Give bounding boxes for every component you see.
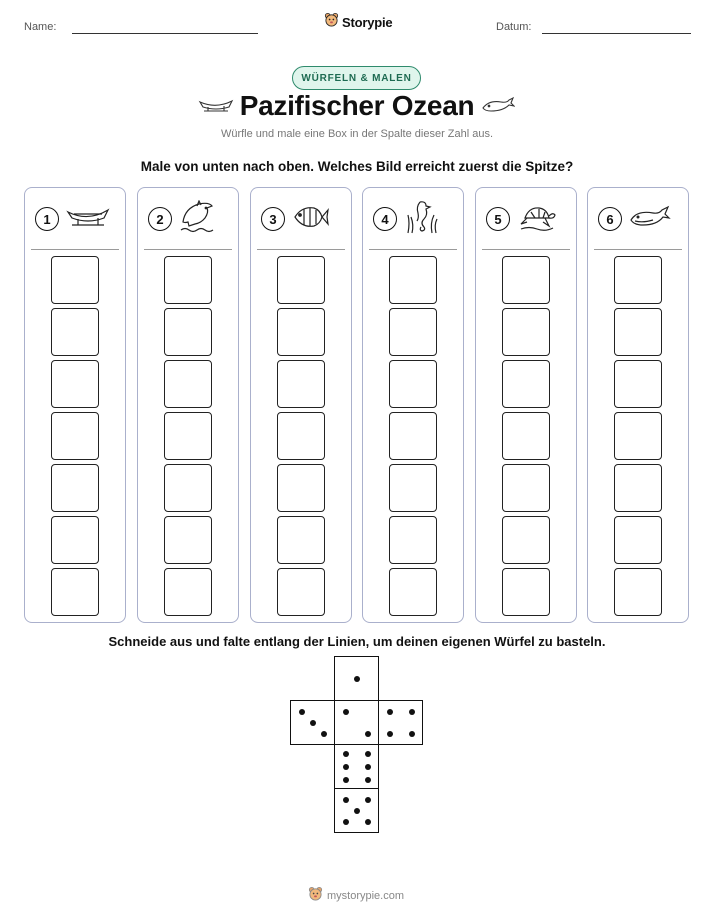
- die-pip: [343, 819, 349, 825]
- color-box[interactable]: [164, 308, 212, 356]
- color-box[interactable]: [277, 360, 325, 408]
- color-box[interactable]: [164, 464, 212, 512]
- die-pip: [365, 764, 371, 770]
- column-divider: [594, 249, 682, 250]
- date-label: Datum:: [496, 21, 532, 33]
- color-box[interactable]: [164, 256, 212, 304]
- die-pip: [365, 819, 371, 825]
- page-title: Pazifischer Ozean: [239, 90, 475, 121]
- die-pip: [343, 797, 349, 803]
- color-box[interactable]: [389, 256, 437, 304]
- color-box[interactable]: [614, 464, 662, 512]
- color-box[interactable]: [164, 568, 212, 616]
- footer-url: mystorypie.com: [327, 890, 405, 902]
- column-header: [373, 202, 453, 236]
- color-box[interactable]: [277, 516, 325, 564]
- die-face: [290, 700, 335, 745]
- column-header: [148, 202, 228, 236]
- color-box[interactable]: [502, 256, 550, 304]
- color-box[interactable]: [614, 308, 662, 356]
- die-pip: [299, 709, 305, 715]
- color-box[interactable]: [614, 516, 662, 564]
- storypie-mascot-icon: [324, 12, 339, 32]
- column-divider: [31, 249, 119, 250]
- die-pip: [310, 720, 316, 726]
- column-3: [250, 187, 352, 623]
- color-box[interactable]: [389, 360, 437, 408]
- die-pip: [343, 751, 349, 757]
- column-header: [35, 202, 115, 236]
- color-box[interactable]: [389, 516, 437, 564]
- color-box[interactable]: [502, 464, 550, 512]
- die-pip: [365, 731, 371, 737]
- instruction: Male von unten nach oben. Welches Bild erreicht zuerst die Spitze?: [140, 159, 574, 174]
- subtitle: Würfle und male eine Box in der Spalte dieser Zahl aus.: [220, 128, 494, 140]
- color-box[interactable]: [51, 256, 99, 304]
- die-pip: [354, 808, 360, 814]
- column-number: 6: [598, 207, 622, 231]
- date-line[interactable]: [542, 33, 691, 34]
- color-box[interactable]: [389, 464, 437, 512]
- die-pip: [321, 731, 327, 737]
- color-box[interactable]: [277, 256, 325, 304]
- color-box[interactable]: [502, 412, 550, 460]
- die-pip: [387, 709, 393, 715]
- column-number: 2: [148, 207, 172, 231]
- die-pip: [409, 731, 415, 737]
- column-header: [598, 202, 678, 236]
- die-pip: [365, 751, 371, 757]
- column-6: [587, 187, 689, 623]
- column-number: 5: [486, 207, 510, 231]
- column-header: [261, 202, 341, 236]
- die-face: [334, 700, 379, 745]
- die-pip: [343, 709, 349, 715]
- column-divider: [482, 249, 570, 250]
- color-box[interactable]: [51, 464, 99, 512]
- color-box[interactable]: [277, 568, 325, 616]
- whale-title-icon: [481, 96, 515, 119]
- color-box[interactable]: [389, 308, 437, 356]
- color-box[interactable]: [502, 360, 550, 408]
- column-divider: [369, 249, 457, 250]
- turtle-icon: [517, 202, 557, 237]
- color-box[interactable]: [51, 360, 99, 408]
- color-box[interactable]: [51, 412, 99, 460]
- column-4: [362, 187, 464, 623]
- fish-icon: [292, 203, 330, 236]
- color-box[interactable]: [389, 568, 437, 616]
- activity-badge: WÜRFELN & MALEN: [292, 66, 421, 90]
- cut-instruction: Schneide aus und falte entlang der Linien, um deinen eigenen Würfel zu basteln.: [108, 634, 606, 649]
- color-box[interactable]: [389, 412, 437, 460]
- column-number: 4: [373, 207, 397, 231]
- column-header: [486, 202, 566, 236]
- color-box[interactable]: [51, 308, 99, 356]
- color-box[interactable]: [51, 516, 99, 564]
- color-box[interactable]: [614, 568, 662, 616]
- color-box[interactable]: [164, 360, 212, 408]
- canoe-icon: [66, 204, 110, 235]
- color-box[interactable]: [277, 308, 325, 356]
- color-box[interactable]: [164, 516, 212, 564]
- column-number: 3: [261, 207, 285, 231]
- color-box[interactable]: [614, 360, 662, 408]
- die-pip: [343, 764, 349, 770]
- dolphin-icon: [179, 200, 215, 239]
- color-box[interactable]: [277, 412, 325, 460]
- die-pip: [365, 797, 371, 803]
- color-box[interactable]: [502, 308, 550, 356]
- die-pip: [343, 777, 349, 783]
- color-box[interactable]: [51, 568, 99, 616]
- footer: [308, 886, 404, 906]
- color-box[interactable]: [502, 516, 550, 564]
- color-box[interactable]: [164, 412, 212, 460]
- column-1: [24, 187, 126, 623]
- column-number: 1: [35, 207, 59, 231]
- column-2: [137, 187, 239, 623]
- column-5: [475, 187, 577, 623]
- die-pip: [354, 676, 360, 682]
- die-face: [334, 744, 379, 789]
- die-face: [334, 788, 379, 833]
- whale-icon: [629, 204, 671, 235]
- storypie-mascot-icon: [308, 886, 323, 906]
- die-pip: [387, 731, 393, 737]
- color-box[interactable]: [277, 464, 325, 512]
- die-pip: [365, 777, 371, 783]
- die-pip: [409, 709, 415, 715]
- column-divider: [144, 249, 232, 250]
- brand-name: Storypie: [342, 14, 393, 30]
- seahorse-icon: [404, 199, 440, 240]
- color-box[interactable]: [614, 256, 662, 304]
- color-box[interactable]: [502, 568, 550, 616]
- brand-logo: [324, 12, 392, 32]
- name-label: Name:: [24, 21, 57, 33]
- die-face: [334, 656, 379, 701]
- die-face: [378, 700, 423, 745]
- column-divider: [257, 249, 345, 250]
- name-line[interactable]: [72, 33, 258, 34]
- color-box[interactable]: [614, 412, 662, 460]
